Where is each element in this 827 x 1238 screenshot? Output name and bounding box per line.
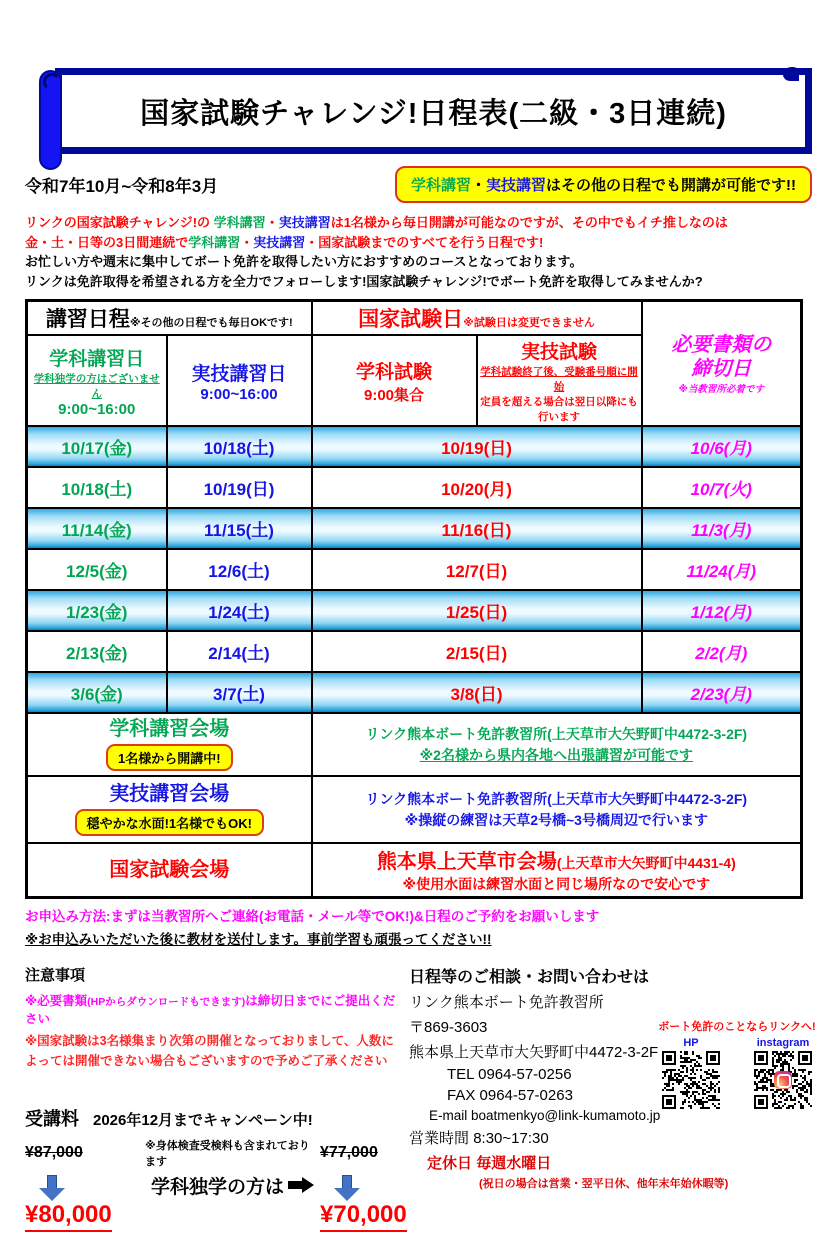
down-arrow-icon	[334, 1175, 360, 1201]
price-campaign: 2026年12月までキャンペーン中!	[93, 1112, 313, 1129]
closed-day-note: (祝日の場合は営業・翌平日休、他年末年始休暇等)	[479, 1178, 729, 1190]
price-section	[25, 1105, 407, 1232]
intro-line-4: リンクは免許取得を希望される方を全力でフォローします!国家試験チャレンジ!でボート免許を取得してみませんか?	[25, 273, 703, 289]
business-hours: 営業時間 8:30~17:30	[409, 1130, 549, 1147]
hp-qr-code	[662, 1051, 720, 1109]
down-arrow-icon	[39, 1175, 65, 1201]
scroll-curl-icon	[783, 67, 799, 81]
header-gakka-exam: 学科試験 9:00集合	[312, 335, 477, 426]
price-title: 受講料	[25, 1109, 79, 1129]
price-old-full: ¥87,000	[25, 1144, 83, 1161]
note-gakka: 学科講習	[410, 177, 471, 194]
scroll-roll-icon	[39, 70, 62, 170]
price-old-self: ¥77,000	[320, 1144, 378, 1161]
note-exam-minimum: ※国家試験は3名様集まり次第の開催となっておりまして、人数によっては開催できない場合もございますので予めご了承ください	[25, 1034, 394, 1068]
notes-title: 注意事項	[25, 967, 86, 984]
header-jitsugi-course: 実技講習日 9:00~16:00	[167, 335, 312, 426]
intro-line-3: お忙しい方や週末に集中してボート免許を取得したい方におすすめのコースとなっております。	[25, 254, 583, 269]
contact-fax: FAX 0964-57-0263	[447, 1087, 573, 1104]
period-text: 令和7年10月~令和8年3月	[25, 177, 219, 196]
intro-paragraph	[25, 213, 827, 291]
qr-section	[653, 1018, 821, 1109]
price-new-self: ¥70,000	[320, 1201, 407, 1232]
other-dates-note	[395, 166, 812, 203]
instagram-qr-code	[754, 1051, 812, 1109]
right-arrow-icon	[288, 1177, 314, 1193]
contact-address: 熊本県上天草市大矢野町中4472-3-2F	[409, 1044, 659, 1061]
self-study-label: 学科独学の方は	[145, 1172, 320, 1199]
schedule-row: 2/13(金) 2/14(土) 2/15(日) 2/2(月)	[27, 631, 802, 672]
venue-row-exam: 国家試験会場 熊本県上天草市会場(上天草市大矢野町中4431-4) ※使用水面は練習水面と同じ場所なので安心です	[27, 843, 802, 898]
header-course-dates: 講習日程※その他の日程でも毎日OKです!	[27, 301, 312, 336]
schedule-row: 10/17(金) 10/18(土) 10/19(日) 10/6(月)	[27, 426, 802, 467]
header-jitsugi-exam: 実技試験 学科試験終了後、受験番号順に開始 定員を超える場合は翌日以降にも行います	[477, 335, 642, 426]
notes-and-price-column	[25, 964, 407, 1232]
apply-section	[25, 905, 827, 948]
schedule-row: 11/14(金) 11/15(土) 11/16(日) 11/3(月)	[27, 508, 802, 549]
intro-line-2: 金・土・日等の3日間連続で学科講習・実技講習・国家試験までのすべてを行う日程です!	[25, 234, 544, 250]
qr-slogan: ボート免許のことならリンクへ!	[658, 1021, 816, 1033]
note-jitsugi: 実技講習	[485, 177, 546, 194]
title-banner	[55, 68, 812, 158]
title-box	[55, 68, 812, 154]
closed-day: 定休日 毎週水曜日	[427, 1155, 552, 1172]
header-exam-date: 国家試験日※試験日は変更できません	[312, 301, 642, 336]
note-rest: はその他の日程でも開講が可能です!!	[546, 177, 796, 194]
header-documents-deadline: 必要書類の 締切日 ※当教習所必着です	[642, 301, 802, 427]
hp-qr-label: HP	[683, 1037, 699, 1049]
schedule-row: 10/18(土) 10/19(日) 10/20(月) 10/7(火)	[27, 467, 802, 508]
instagram-qr-label: instagram	[756, 1037, 810, 1049]
contact-heading: 日程等のご相談・お問い合わせは	[409, 969, 650, 986]
venue-row-gakka: 学科講習会場 1名様から開講中! リンク熊本ボート免許教習所(上天草市大矢野町中4472-3-2F) ※2名様から県内各地へ出張講習が可能です	[27, 713, 802, 776]
note-documents: ※必要書類(HPからダウンロードもできます)は締切日までにご提出ください	[25, 994, 396, 1026]
price-body-check-note: ※身体検査受検料も含まれております	[145, 1140, 310, 1168]
page-title: 国家試験チャレンジ!日程表(二級・3日連続)	[140, 97, 727, 130]
schedule-row: 3/6(金) 3/7(土) 3/8(日) 2/23(月)	[27, 672, 802, 713]
contact-tel: TEL 0964-57-0256	[447, 1066, 572, 1083]
venue-row-jitsugi: 実技講習会場 穏やかな水面!1名様でもOK! リンク熊本ボート免許教習所(上天草市大矢野町中4472-3-2F) ※操縦の練習は天草2号橋~3号橋周辺で行います	[27, 776, 802, 843]
note-sep: ・	[470, 177, 486, 194]
badge-calm-water: 穏やかな水面!1名様でもOK!	[75, 809, 264, 836]
flyer-page	[0, 68, 827, 1238]
badge-open-from-one: 1名様から開講中!	[106, 744, 233, 771]
schedule-table	[25, 299, 803, 899]
schedule-row: 12/5(金) 12/6(土) 12/7(日) 11/24(月)	[27, 549, 802, 590]
contact-name: リンク熊本ボート免許教習所	[409, 994, 604, 1011]
schedule-row: 1/23(金) 1/24(土) 1/25(日) 1/12(月)	[27, 590, 802, 631]
intro-line-1: リンクの国家試験チャレンジ!の 学科講習・実技講習は1名様から毎日開講が可能なのですが、その中でもイチ推しなのは	[25, 215, 728, 230]
instagram-logo-icon	[774, 1071, 792, 1089]
apply-materials-line: ※お申込みいただいた後に教材を送付します。事前学習も頑張ってください!!	[25, 932, 492, 947]
contact-email: E-mail boatmenkyo@link-kumamoto.jp	[429, 1108, 661, 1123]
price-new-full: ¥80,000	[25, 1201, 112, 1232]
contact-postal: 〒869-3603	[409, 1019, 488, 1036]
apply-method-line: お申込み方法:まずは当教習所へご連絡(お電話・メール等でOK!)&日程のご予約をお願いします	[25, 909, 600, 924]
header-gakka-course: 学科講習日 学科独学の方はございません 9:00~16:00	[27, 335, 167, 426]
